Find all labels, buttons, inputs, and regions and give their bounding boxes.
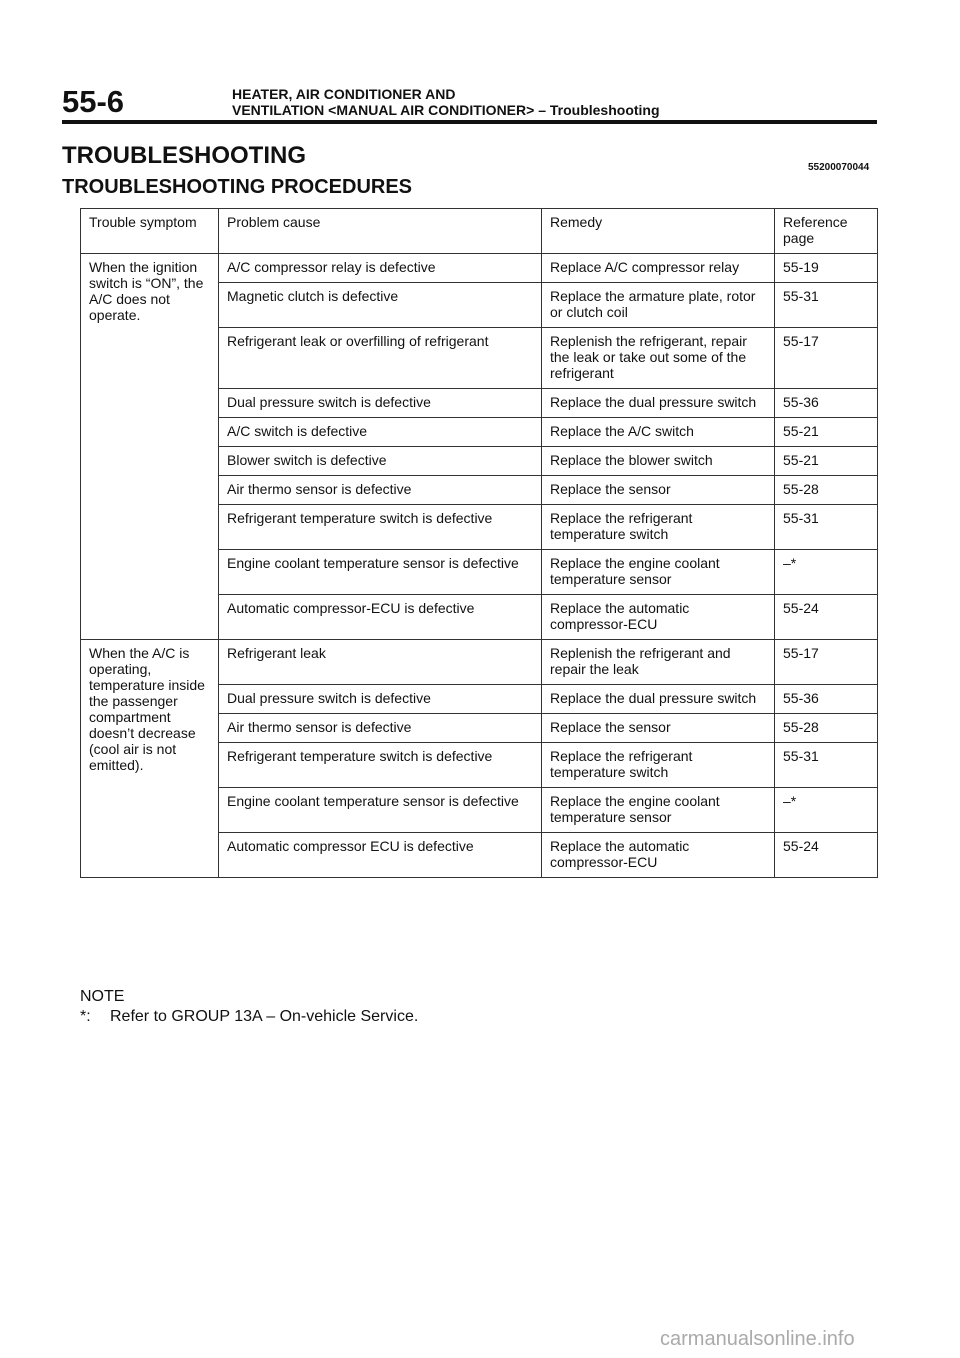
reference-cell: 55-31 [775, 505, 878, 550]
reference-cell: 55-24 [775, 595, 878, 640]
cause-cell: Automatic compressor-ECU is defective [219, 595, 542, 640]
reference-cell: 55-36 [775, 685, 878, 714]
remedy-cell: Replenish the refrigerant and repair the leak [542, 640, 775, 685]
symptom-cell: When the A/C is operating, temperature inside the passenger compartment doesn’t decrease (cool air is not emitted). [81, 640, 219, 878]
remedy-cell: Replace the sensor [542, 476, 775, 505]
cause-cell: Magnetic clutch is defective [219, 283, 542, 328]
header-rule [62, 120, 877, 124]
cause-cell: Engine coolant temperature sensor is defective [219, 550, 542, 595]
cause-cell: Blower switch is defective [219, 447, 542, 476]
header-cause: Problem cause [219, 209, 542, 254]
reference-cell: 55-21 [775, 418, 878, 447]
reference-cell: 55-28 [775, 476, 878, 505]
remedy-cell: Replace the automatic compressor-ECU [542, 833, 775, 878]
cause-cell: Dual pressure switch is defective [219, 685, 542, 714]
header-symptom: Trouble symptom [81, 209, 219, 254]
section-subtitle: TROUBLESHOOTING PROCEDURES [62, 176, 413, 198]
cause-cell: Refrigerant temperature switch is defective [219, 505, 542, 550]
cause-cell: A/C compressor relay is defective [219, 254, 542, 283]
remedy-cell: Replace the engine coolant temperature sensor [542, 788, 775, 833]
table-row [81, 640, 878, 685]
remedy-cell: Replace the refrigerant temperature switch [542, 505, 775, 550]
header-reference: Reference page [775, 209, 878, 254]
header-remedy: Remedy [542, 209, 775, 254]
reference-cell: 55-31 [775, 283, 878, 328]
watermark: carmanualsonline.info [660, 1328, 855, 1350]
remedy-cell: Replace the armature plate, rotor or clutch coil [542, 283, 775, 328]
cause-cell: Automatic compressor ECU is defective [219, 833, 542, 878]
table-row [81, 254, 878, 283]
cause-cell: Engine coolant temperature sensor is defective [219, 788, 542, 833]
cause-cell: Dual pressure switch is defective [219, 389, 542, 418]
section-code: 55200070044 [808, 162, 870, 173]
header-title-line1: HEATER, AIR CONDITIONER AND [232, 86, 456, 102]
reference-cell: –* [775, 788, 878, 833]
remedy-cell: Replace the refrigerant temperature switch [542, 743, 775, 788]
cause-cell: Air thermo sensor is defective [219, 714, 542, 743]
remedy-cell: Replenish the refrigerant, repair the leak or take out some of the refrigerant [542, 328, 775, 389]
note-body: Refer to GROUP 13A – On-vehicle Service. [110, 1008, 419, 1025]
reference-cell: 55-36 [775, 389, 878, 418]
remedy-cell: Replace the dual pressure switch [542, 389, 775, 418]
remedy-cell: Replace the dual pressure switch [542, 685, 775, 714]
note-title: NOTE [80, 988, 125, 1005]
reference-cell: 55-28 [775, 714, 878, 743]
table-body [81, 254, 878, 878]
troubleshooting-table [80, 208, 878, 878]
note-text [80, 1008, 418, 1026]
cause-cell: Refrigerant leak [219, 640, 542, 685]
reference-cell: 55-31 [775, 743, 878, 788]
remedy-cell: Replace the automatic compressor-ECU [542, 595, 775, 640]
remedy-cell: Replace the A/C switch [542, 418, 775, 447]
page-number: 55-6 [62, 84, 125, 119]
reference-cell: 55-17 [775, 640, 878, 685]
reference-cell: 55-21 [775, 447, 878, 476]
reference-cell: 55-17 [775, 328, 878, 389]
symptom-cell: When the ignition switch is “ON”, the A/C does not operate. [81, 254, 219, 640]
remedy-cell: Replace A/C compressor relay [542, 254, 775, 283]
reference-cell: 55-19 [775, 254, 878, 283]
header-title-line2: VENTILATION <MANUAL AIR CONDITIONER> – Troubleshooting [232, 102, 660, 118]
cause-cell: A/C switch is defective [219, 418, 542, 447]
note-marker: *: [80, 1008, 91, 1025]
remedy-cell: Replace the blower switch [542, 447, 775, 476]
reference-cell: –* [775, 550, 878, 595]
remedy-cell: Replace the sensor [542, 714, 775, 743]
table-header-row [81, 209, 878, 254]
header-title [232, 86, 660, 118]
cause-cell: Refrigerant temperature switch is defective [219, 743, 542, 788]
remedy-cell: Replace the engine coolant temperature sensor [542, 550, 775, 595]
cause-cell: Refrigerant leak or overfilling of refrigerant [219, 328, 542, 389]
reference-cell: 55-24 [775, 833, 878, 878]
section-title: TROUBLESHOOTING [62, 142, 306, 169]
cause-cell: Air thermo sensor is defective [219, 476, 542, 505]
